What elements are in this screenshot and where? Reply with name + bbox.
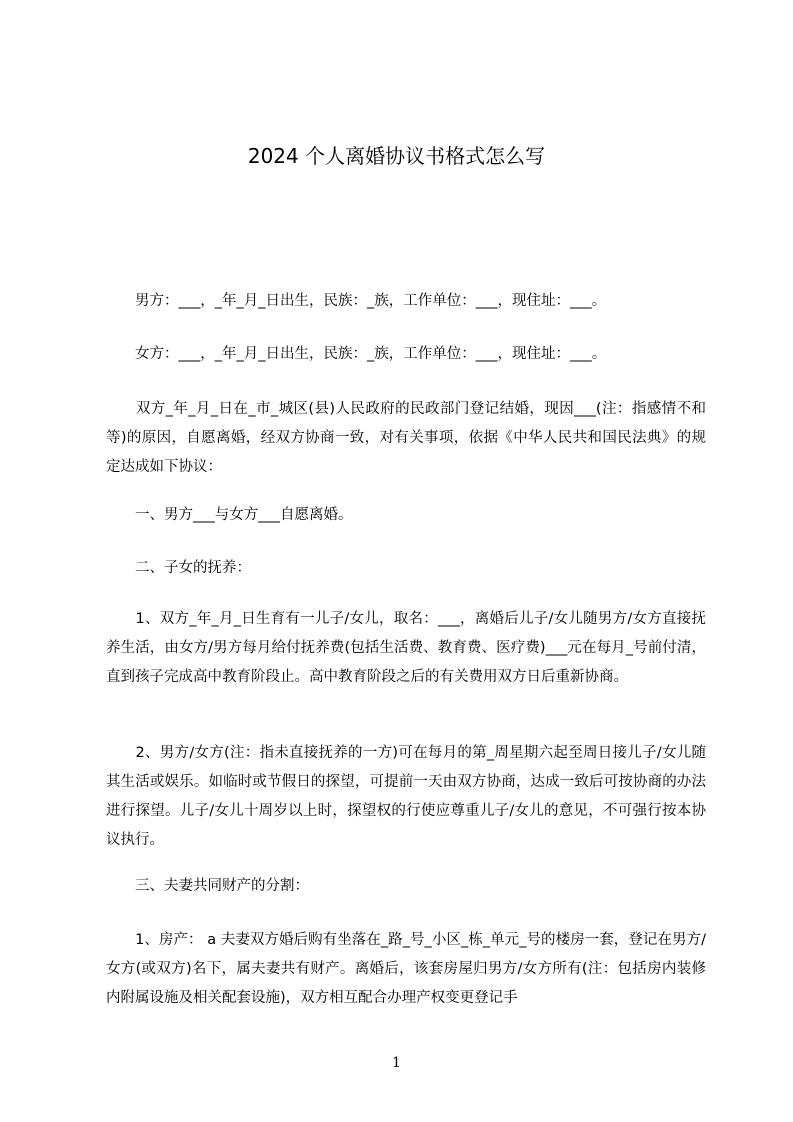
paragraph-clause-2-heading: 二、子女的抚养：	[106, 560, 251, 576]
paragraph-child-custody: 1、双方_年_月_日生育有一儿子/女儿，取名：___，离婚后儿子/女儿随男方/女方直接抚养生活，由女方/男方每月给付抚养费(包括生活费、教育费、医疗费)___元在每月_号前付清，直到孩子完成高中教育阶段止。高中教育阶段之后的有关费用双方日后重新协商。	[106, 611, 706, 685]
page-number: 1	[392, 1055, 401, 1071]
paragraph-preamble: 双方_年_月_日在_市_城区(县)人民政府的民政部门登记结婚，现因___(注：指感情不和等)的原因，自愿离婚，经双方协商一致，对有关事项，依据《中华人民共和国民法典》的规定达成如下协议：	[106, 401, 706, 475]
paragraph-clause-1: 一、男方___与女方___自愿离婚。	[106, 507, 353, 523]
paragraph-female-party: 女方：___，_年_月_日出生，民族：_族，工作单位：___，现住址：___。	[106, 346, 607, 362]
paragraph-clause-3-heading: 三、夫妻共同财产的分割：	[106, 878, 309, 894]
paragraph-male-party: 男方：___，_年_月_日出生，民族：_族，工作单位：___，现住址：___。	[106, 293, 607, 309]
document-title: 2024 个人离婚协议书格式怎么写	[247, 144, 546, 168]
paragraph-property: 1、房产： a 夫妻双方婚后购有坐落在_路_号_小区_栋_单元_号的楼房一套，登记在男方/女方(或双方)名下，属夫妻共有财产。离婚后，该套房屋归男方/女方所有(注：包括房内装修内附属设施及相关配套设施)，双方相互配合办理产权变更登记手	[106, 932, 706, 1006]
paragraph-visitation: 2、男方/女方(注：指未直接抚养的一方)可在每月的第_周星期六起至周日接儿子/女儿随其生活或娱乐。如临时或节假日的探望，可提前一天由双方协商，达成一致后可按协商的办法进行探望。儿子/女儿十周岁以上时，探望权的行使应尊重儿子/女儿的意见，不可强行按本协议执行。	[106, 745, 706, 848]
